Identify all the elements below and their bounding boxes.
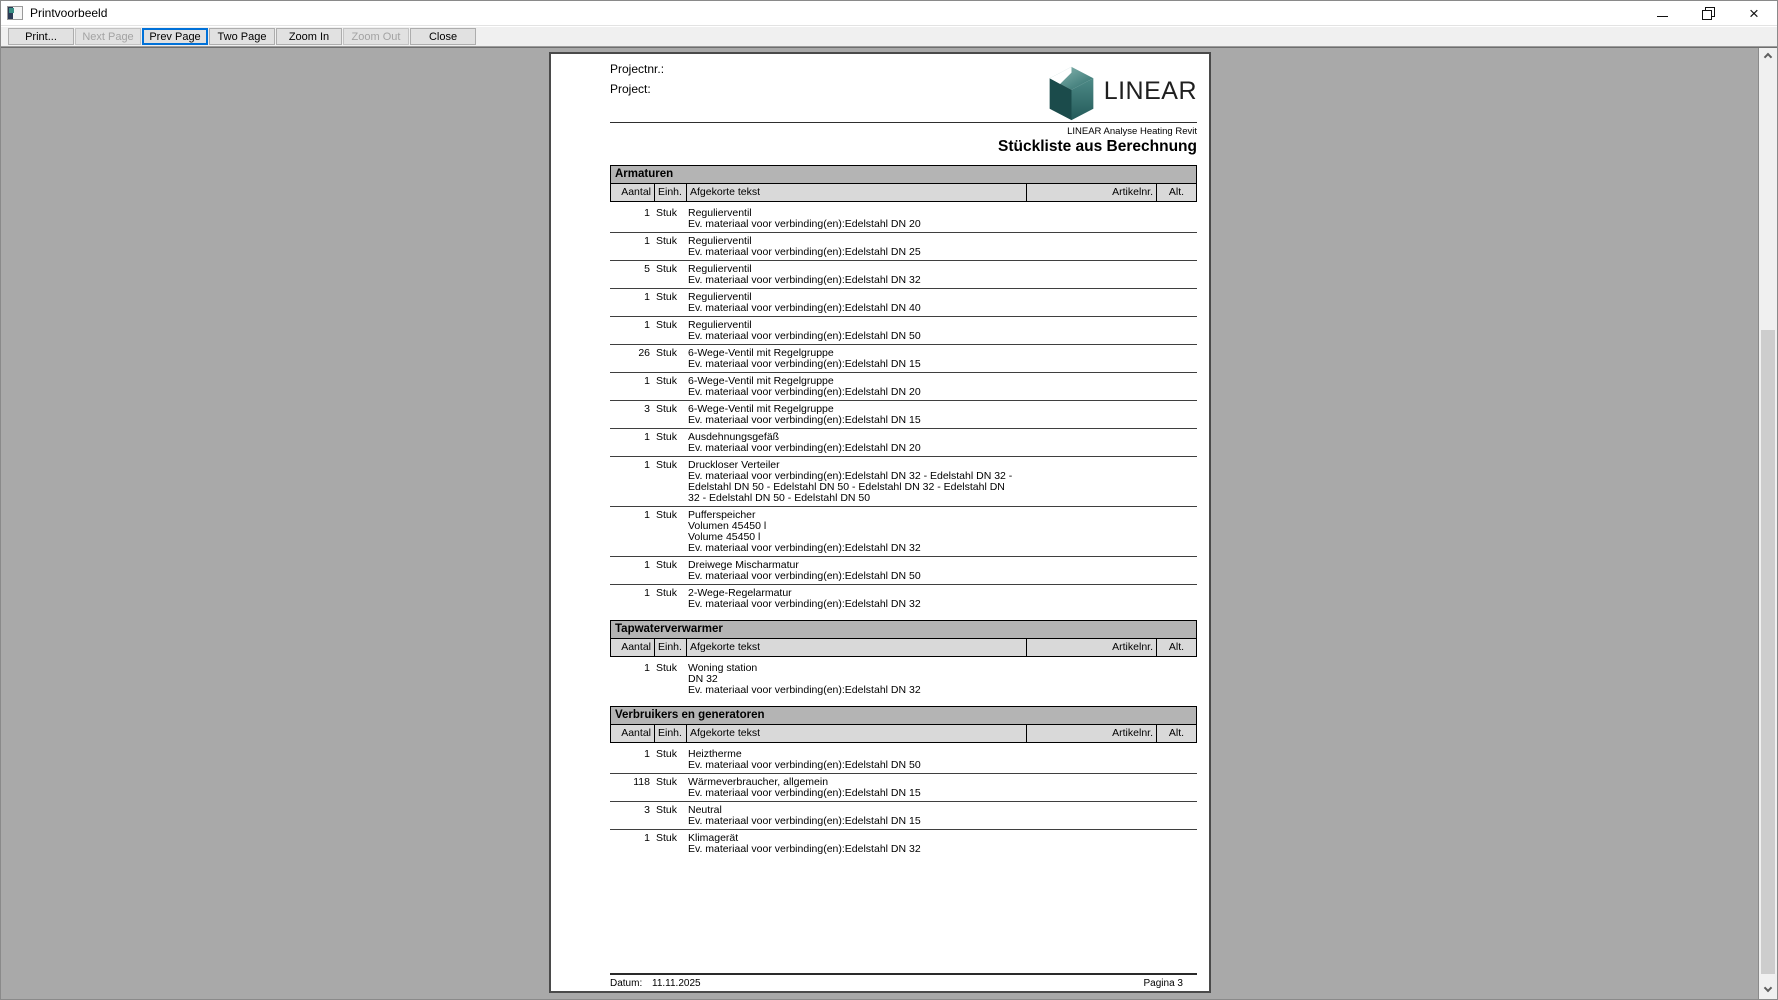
section-rows [610, 660, 1197, 698]
table-row [610, 233, 1197, 261]
table-row [610, 373, 1197, 401]
scrollbar-thumb[interactable] [1761, 330, 1775, 974]
column-header: Artikelnr. [1026, 184, 1156, 201]
description-line: Ev. materiaal voor verbinding(en):Edelstahl DN 50 [688, 330, 921, 342]
row-unit: Stuk [656, 403, 678, 415]
table-row [610, 317, 1197, 345]
header-rule [610, 122, 1197, 123]
column-header: Einh. [654, 725, 686, 742]
section-title: Tapwaterverwarmer [610, 620, 1197, 639]
linear-cube-logo [1043, 65, 1100, 122]
description-line: Regulierventil [688, 263, 752, 275]
description-line: Volumen 45450 l [688, 520, 767, 532]
column-header: Aantal [621, 641, 651, 653]
column-header: Aantal [621, 727, 651, 739]
row-quantity: 1 [644, 832, 650, 844]
two-page-button[interactable]: Two Page [209, 28, 275, 45]
row-description [685, 777, 1197, 799]
row-unit: Stuk [656, 459, 678, 471]
row-quantity: 3 [644, 804, 650, 816]
column-header: Einh. [654, 184, 686, 201]
row-description [685, 460, 1197, 504]
description-line: Ev. materiaal voor verbinding(en):Edelstahl DN 50 [688, 759, 921, 771]
chevron-down-icon [1764, 984, 1772, 992]
document-page [549, 52, 1211, 993]
projectnr-label: Projectnr.: [610, 62, 665, 76]
description-line: Ev. materiaal voor verbinding(en):Edelstahl DN 40 [688, 302, 921, 314]
description-line: Ev. materiaal voor verbinding(en):Edelstahl DN 32 - Edelstahl DN 32 - [688, 470, 1013, 482]
scroll-down-button[interactable] [1759, 982, 1777, 999]
table-row [610, 345, 1197, 373]
row-unit: Stuk [656, 291, 678, 303]
description-line: Neutral [688, 804, 722, 816]
description-line: Ev. materiaal voor verbinding(en):Edelstahl DN 15 [688, 787, 921, 799]
section-title: Armaturen [610, 165, 1197, 184]
close-icon: × [1749, 3, 1759, 23]
row-description [685, 404, 1197, 426]
description-line: Pufferspeicher [688, 509, 756, 521]
restore-icon [1703, 8, 1713, 18]
row-description [685, 560, 1197, 582]
row-quantity: 1 [644, 319, 650, 331]
description-line: 6-Wege-Ventil mit Regelgruppe [688, 375, 834, 387]
row-quantity: 3 [644, 403, 650, 415]
next-page-button[interactable]: Next Page [75, 28, 141, 45]
description-line: Wärmeverbraucher, allgemein [688, 776, 829, 788]
row-description [685, 376, 1197, 398]
row-description [685, 663, 1197, 696]
table-row [610, 205, 1197, 233]
description-line: Volume 45450 l [688, 531, 761, 543]
description-line: Regulierventil [688, 235, 752, 247]
description-line: Regulierventil [688, 291, 752, 303]
row-quantity: 1 [644, 459, 650, 471]
row-quantity: 1 [644, 235, 650, 247]
description-line: Woning station [688, 662, 758, 674]
project-label: Project: [610, 82, 651, 96]
description-line: Ev. materiaal voor verbinding(en):Edelstahl DN 32 [688, 843, 921, 855]
column-header-row [610, 639, 1197, 657]
description-line: Ev. materiaal voor verbinding(en):Edelstahl DN 20 [688, 218, 921, 230]
zoom-in-button[interactable]: Zoom In [276, 28, 342, 45]
row-quantity: 1 [644, 662, 650, 674]
row-quantity: 1 [644, 509, 650, 521]
description-line: Ev. materiaal voor verbinding(en):Edelstahl DN 32 [688, 684, 921, 696]
column-header: Einh. [654, 639, 686, 656]
description-line: Ev. materiaal voor verbinding(en):Edelstahl DN 32 [688, 598, 921, 610]
column-header: Alt. [1156, 725, 1196, 742]
prev-page-button[interactable]: Prev Page [142, 28, 208, 45]
row-quantity: 26 [638, 347, 650, 359]
column-header: Alt. [1156, 639, 1196, 656]
report-source-line: LINEAR Analyse Heating Revit [1067, 126, 1197, 137]
window-controls [1639, 1, 1777, 26]
section-title: Verbruikers en generatoren [610, 706, 1197, 725]
row-quantity: 1 [644, 587, 650, 599]
datum-label: Datum: [610, 978, 643, 989]
table-section [610, 620, 1197, 698]
description-line: Ausdehnungsgefäß [688, 431, 780, 443]
row-quantity: 1 [644, 559, 650, 571]
row-unit: Stuk [656, 319, 678, 331]
row-description [685, 320, 1197, 342]
description-line: Ev. materiaal voor verbinding(en):Edelstahl DN 15 [688, 358, 921, 370]
row-unit: Stuk [656, 804, 678, 816]
row-unit: Stuk [656, 347, 678, 359]
table-row [610, 557, 1197, 585]
page-number: Pagina 3 [1143, 978, 1183, 989]
table-section [610, 706, 1197, 857]
report-title: Stückliste aus Berechnung [998, 138, 1197, 155]
description-line: 6-Wege-Ventil mit Regelgruppe [688, 347, 834, 359]
table-row [610, 429, 1197, 457]
scroll-up-button[interactable] [1759, 48, 1777, 65]
page-footer [610, 978, 1197, 989]
description-line: 2-Wege-Regelarmatur [688, 587, 792, 599]
row-description [685, 749, 1197, 771]
row-quantity: 118 [633, 776, 650, 788]
row-unit: Stuk [656, 662, 678, 674]
row-quantity: 1 [644, 431, 650, 443]
footer-rule [610, 973, 1197, 975]
table-row [610, 457, 1197, 507]
row-quantity: 1 [644, 748, 650, 760]
column-header-row [610, 725, 1197, 743]
titlebar [1, 1, 1777, 26]
row-description [685, 805, 1197, 827]
row-unit: Stuk [656, 587, 678, 599]
table-row [610, 401, 1197, 429]
column-header: Afgekorte tekst [686, 639, 1026, 656]
column-header: Afgekorte tekst [686, 184, 1026, 201]
table-row [610, 261, 1197, 289]
description-line: Edelstahl DN 50 - Edelstahl DN 50 - Edelstahl DN 32 - Edelstahl DN [688, 481, 1005, 493]
table-row [610, 746, 1197, 774]
row-description [685, 236, 1197, 258]
row-description [685, 833, 1197, 855]
row-description [685, 292, 1197, 314]
column-header: Artikelnr. [1026, 725, 1156, 742]
section-rows [610, 205, 1197, 612]
row-unit: Stuk [656, 263, 678, 275]
table-row [610, 774, 1197, 802]
row-unit: Stuk [656, 748, 678, 760]
row-description [685, 264, 1197, 286]
description-line: DN 32 [688, 673, 718, 685]
row-quantity: 1 [644, 207, 650, 219]
table-section [610, 165, 1197, 612]
description-line: Heiztherme [688, 748, 742, 760]
vertical-scrollbar[interactable] [1758, 48, 1777, 999]
description-line: Ev. materiaal voor verbinding(en):Edelstahl DN 20 [688, 386, 921, 398]
description-line: Klimagerät [688, 832, 739, 844]
row-unit: Stuk [656, 559, 678, 571]
minimize-icon [1657, 16, 1668, 17]
row-description [685, 208, 1197, 230]
minimize-button[interactable] [1639, 1, 1685, 26]
description-line: Ev. materiaal voor verbinding(en):Edelstahl DN 15 [688, 815, 921, 827]
description-line: Regulierventil [688, 207, 752, 219]
column-header-row [610, 184, 1197, 202]
row-unit: Stuk [656, 375, 678, 387]
parts-list [610, 165, 1197, 857]
description-line: Dreiwege Mischarmatur [688, 559, 799, 571]
restore-button[interactable] [1685, 1, 1731, 26]
row-unit: Stuk [656, 509, 678, 521]
table-row [610, 289, 1197, 317]
row-description [685, 510, 1197, 554]
table-row [610, 660, 1197, 698]
row-unit: Stuk [656, 776, 678, 788]
row-description [685, 348, 1197, 370]
row-unit: Stuk [656, 431, 678, 443]
chevron-up-icon [1764, 53, 1772, 61]
table-row [610, 585, 1197, 612]
row-unit: Stuk [656, 235, 678, 247]
close-window-button[interactable] [1731, 1, 1777, 26]
section-rows [610, 746, 1197, 857]
description-line: Druckloser Verteiler [688, 459, 780, 471]
description-line: Ev. materiaal voor verbinding(en):Edelstahl DN 20 [688, 442, 921, 454]
description-line: Ev. materiaal voor verbinding(en):Edelstahl DN 32 [688, 542, 921, 554]
description-line: 6-Wege-Ventil mit Regelgruppe [688, 403, 834, 415]
row-quantity: 1 [644, 375, 650, 387]
table-row [610, 830, 1197, 857]
row-quantity: 1 [644, 291, 650, 303]
description-line: Ev. materiaal voor verbinding(en):Edelstahl DN 25 [688, 246, 921, 258]
row-unit: Stuk [656, 832, 678, 844]
description-line: Regulierventil [688, 319, 752, 331]
window-title: Printvoorbeeld [30, 6, 108, 20]
column-header: Alt. [1156, 184, 1196, 201]
row-quantity: 5 [644, 263, 650, 275]
row-description [685, 588, 1197, 610]
close-button[interactable]: Close [410, 28, 476, 45]
description-line: Ev. materiaal voor verbinding(en):Edelstahl DN 32 [688, 274, 921, 286]
column-header: Artikelnr. [1026, 639, 1156, 656]
row-unit: Stuk [656, 207, 678, 219]
description-line: Ev. materiaal voor verbinding(en):Edelstahl DN 50 [688, 570, 921, 582]
description-line: 32 - Edelstahl DN 50 - Edelstahl DN 50 [688, 492, 871, 504]
toolbar [1, 27, 1777, 47]
column-header: Aantal [621, 186, 651, 198]
description-line: Ev. materiaal voor verbinding(en):Edelstahl DN 15 [688, 414, 921, 426]
table-row [610, 507, 1197, 557]
row-description [685, 432, 1197, 454]
table-row [610, 802, 1197, 830]
datum-value: 11.11.2025 [652, 978, 701, 989]
preview-area [1, 47, 1777, 999]
column-header: Afgekorte tekst [686, 725, 1026, 742]
zoom-out-button[interactable]: Zoom Out [343, 28, 409, 45]
linear-logo-wordmark: LINEAR [1103, 77, 1197, 105]
app-icon [7, 6, 23, 20]
print-button[interactable]: Print... [8, 28, 74, 45]
